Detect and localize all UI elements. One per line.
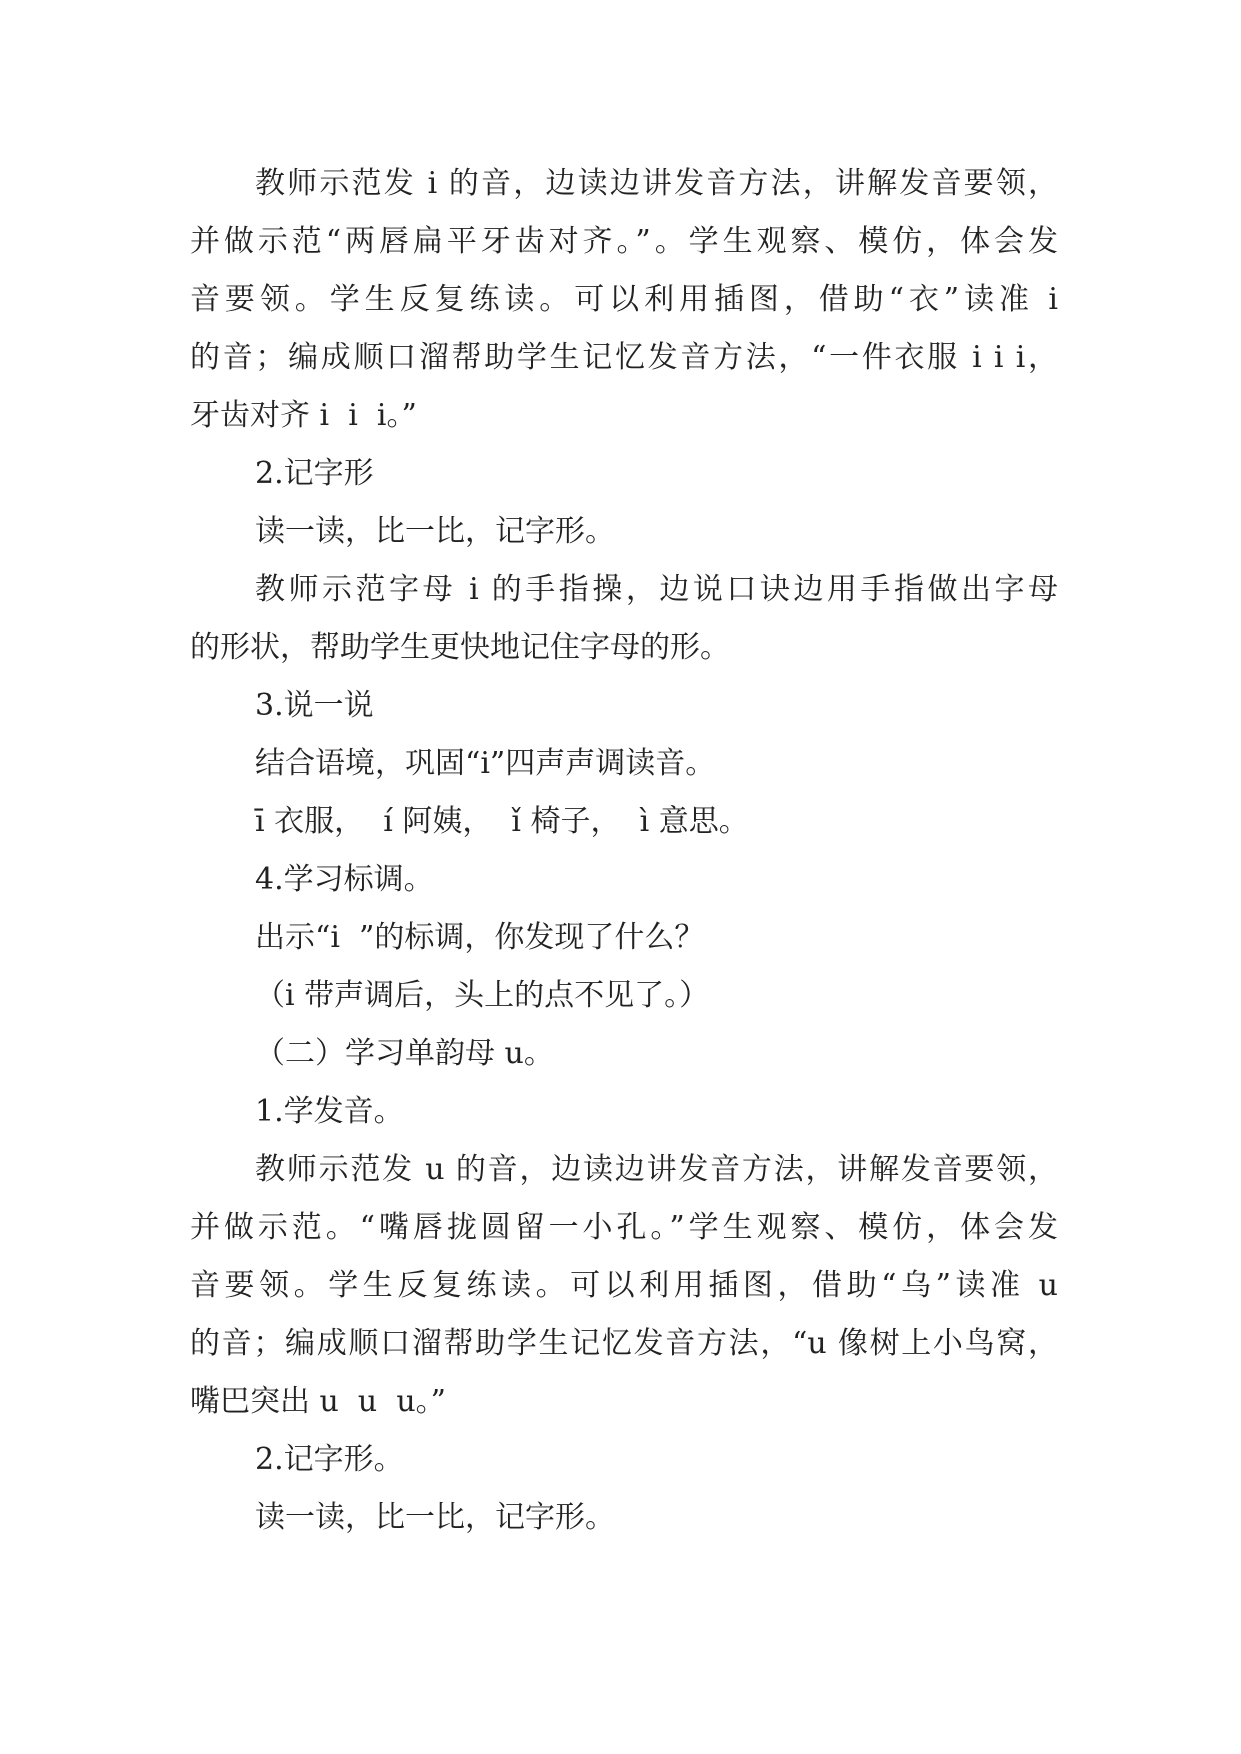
section-heading: 1.学发音。 xyxy=(255,1094,404,1129)
text-line: 教师示范发 i 的音，边读边讲发音方法，讲解发音要领， xyxy=(255,166,1058,201)
text-line: 牙齿对齐 i i i。” xyxy=(190,398,417,433)
text-line: 结合语境，巩固“i”四声声调读音。 xyxy=(255,746,716,781)
text-line: 读一读，比一比，记字形。 xyxy=(255,1500,615,1535)
text-line: 出示“i ”的标调，你发现了什么？ xyxy=(255,920,705,955)
section-heading: 4.学习标调。 xyxy=(255,862,434,897)
text-line: 并做示范“两唇扁平牙齿对齐。”。学生观察、模仿，体会发 xyxy=(190,224,1058,259)
section-heading: 2.记字形。 xyxy=(255,1442,404,1477)
text-line: 的音；编成顺口溜帮助学生记忆发音方法，“一件衣服 i i i， xyxy=(190,340,1058,375)
section-heading: 3.说一说 xyxy=(255,688,374,723)
text-line: 的音；编成顺口溜帮助学生记忆发音方法，“u 像树上小鸟窝， xyxy=(190,1326,1058,1361)
text-line: ī 衣服， í 阿姨， ǐ 椅子， ì 意思。 xyxy=(255,804,749,839)
section-heading: （二）学习单韵母 u。 xyxy=(255,1036,554,1071)
text-line: 教师示范发 u 的音，边读边讲发音方法，讲解发音要领， xyxy=(255,1152,1058,1187)
text-line: 教师示范字母 i 的手指操，边说口诀边用手指做出字母 xyxy=(255,572,1058,607)
text-line: 并做示范。“嘴唇拢圆留一小孔。”学生观察、模仿，体会发 xyxy=(190,1210,1058,1245)
text-line: 嘴巴突出 u u u。” xyxy=(190,1384,446,1419)
text-line: 音要领。学生反复练读。可以利用插图，借助“乌”读准 u xyxy=(190,1268,1058,1303)
text-line: 的形状，帮助学生更快地记住字母的形。 xyxy=(190,630,730,665)
section-heading: 2.记字形 xyxy=(255,456,374,491)
text-line: 读一读，比一比，记字形。 xyxy=(255,514,615,549)
text-line: （i 带声调后，头上的点不见了。） xyxy=(255,978,710,1013)
text-line: 音要领。学生反复练读。可以利用插图，借助“衣”读准 i xyxy=(190,282,1058,317)
